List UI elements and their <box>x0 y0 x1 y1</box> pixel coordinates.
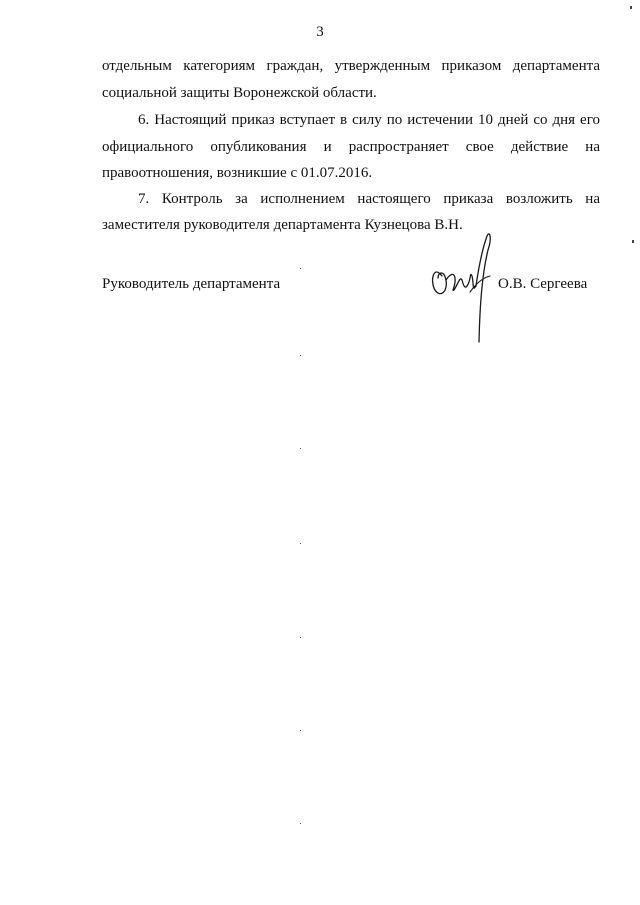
signatory-name: О.В. Сергеева <box>498 276 588 292</box>
paragraph-5-line-2: социальной защиты Воронежской области. <box>102 85 377 101</box>
scan-speck <box>300 448 301 449</box>
paragraph-6-line-2: официального опубликования и распространяет свое действие на <box>102 139 600 155</box>
signatory-title: Руководитель департамента <box>102 276 281 292</box>
scan-speck <box>300 355 301 356</box>
paragraph-6-line-3: правоотношения, возникшие с 01.07.2016. <box>102 165 373 181</box>
scan-speck <box>300 543 301 544</box>
paragraph-5-line-1: отдельным категориям граждан, утвержденным приказом департамента <box>102 58 600 74</box>
paragraph-7-line-1: 7. Контроль за исполнением настоящего приказа возложить на <box>138 191 600 207</box>
paragraph-7-line-2: заместителя руководителя департамента Кузнецова В.Н. <box>102 217 463 233</box>
scan-speck <box>300 268 301 269</box>
page-number: 3 <box>316 24 324 40</box>
handwritten-signature <box>424 232 502 344</box>
scan-edge-mark <box>632 240 634 243</box>
scan-speck <box>300 730 301 731</box>
scan-speck <box>300 637 301 638</box>
paragraph-6-line-1: 6. Настоящий приказ вступает в силу по истечении 10 дней со дня его <box>138 112 600 128</box>
scan-speck <box>300 823 301 824</box>
scan-edge-mark <box>630 6 632 9</box>
